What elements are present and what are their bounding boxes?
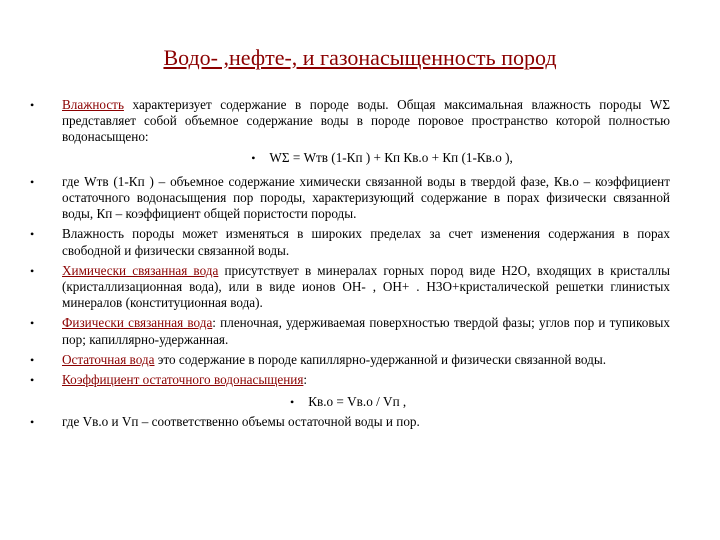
bullet-icon: • xyxy=(30,316,35,331)
term-residual-saturation-coefficient[interactable]: Коэффициент остаточного водонасыщения xyxy=(62,372,304,388)
chemical-water-text: присутствует в минералах горных пород виде H2O, входящих в кристаллы (кристаллизационная вода), или в виде ионов OH- , OH+ . H3O+кристалической решетки глинистых минералов (конституционная вода). xyxy=(62,262,670,311)
term-residual-water[interactable]: Остаточная вода xyxy=(62,351,155,367)
bullet-icon: • xyxy=(30,415,35,430)
list-item-coefficient xyxy=(30,372,670,388)
bullet-icon: • xyxy=(30,373,35,388)
list-item-residual-water xyxy=(30,352,670,368)
bullet-icon: • xyxy=(30,352,35,367)
list-item-where-1 xyxy=(30,174,670,223)
where-2-text: где Vв.о и Vп – соответственно объемы остаточной воды и пор. xyxy=(62,414,420,430)
term-humidity[interactable]: Влажность xyxy=(62,97,124,112)
physical-water-text: : пленочная, удерживаемая поверхностью твердой фазы; углов пор и тупиковых пор; капиллярно-удержанная. xyxy=(62,315,670,347)
slide-content xyxy=(30,97,670,431)
formula-residual-saturation xyxy=(290,394,670,410)
list-item-variation xyxy=(30,226,670,258)
residual-water-text: это содержание в породе капиллярно-удержанной и физически связанной воды. xyxy=(154,351,606,367)
variation-text: Влажность породы может изменяться в широких пределах за счет изменения содержания в порах свободной и физически связанной воды. xyxy=(62,226,670,258)
term-chemical-water[interactable]: Химически связанная вода xyxy=(62,262,219,278)
list-item-physical-water xyxy=(30,315,670,347)
term-physical-water[interactable]: Физически связанная вода xyxy=(62,315,213,331)
bullet-icon: • xyxy=(251,150,256,165)
where-1-text: где Wтв (1-Кп ) – объемное содержание химически связанной воды в твердой фазе, Кв.о – коэффициент остаточного водонасыщения пор породы, характеризующий содержание в порах физически связанной воды, Кп – коэффициент общей пористости породы. xyxy=(62,173,670,222)
bullet-icon: • xyxy=(30,98,35,112)
list-item-humidity xyxy=(30,97,670,146)
slide-title: Водо- ,нефте-, и газонасыщенность пород xyxy=(163,45,557,70)
coefficient-text: : xyxy=(303,372,308,388)
bullet-icon: • xyxy=(30,227,35,242)
bullet-icon: • xyxy=(30,174,35,189)
formula-total-humidity xyxy=(94,150,670,166)
formula-residual-saturation-text: Кв.о = Vв.о / Vп , xyxy=(308,394,407,410)
list-item-chemical-water xyxy=(30,263,670,312)
list-item-where-2 xyxy=(30,414,670,430)
humidity-text: характеризует содержание в породе воды. Общая максимальная влажность породы WΣ представляет собой объемное содержание воды в породе поровое пространство которой полностью водонасыщено: xyxy=(62,97,670,145)
bullet-icon: • xyxy=(30,263,35,278)
formula-total-humidity-text: WΣ = Wтв (1-Кп ) + Кп Кв.о + Кп (1-Кв.о ), xyxy=(269,149,513,165)
bullet-icon: • xyxy=(290,395,295,410)
